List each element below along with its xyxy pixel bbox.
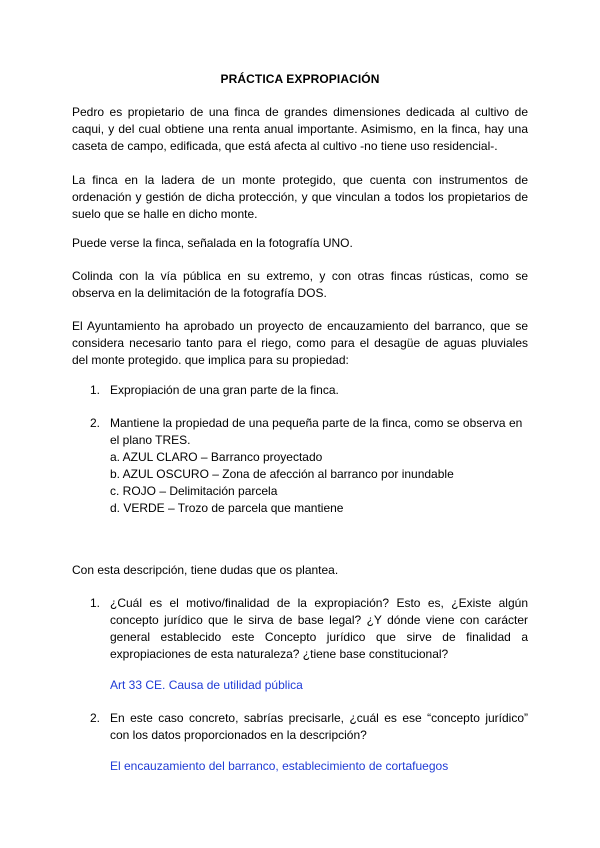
list-number: 2. [90,416,101,430]
paragraph-line: caseta de campo, edificada, que está afecta al cultivo -no tiene uso residencial-. [72,139,498,153]
list-line: d. VERDE – Trozo de parcela que mantiene [110,501,344,515]
questions-intro [72,562,528,579]
paragraph-line: El Ayuntamiento ha aprobado un proyecto de encauzamiento del barranco, que se [72,319,528,333]
paragraph-line: del monte protegido. que implica para su propiedad: [72,353,349,367]
list-line: b. AZUL OSCURO – Zona de afección al barranco por inundable [110,467,454,481]
paragraph-4 [72,268,528,302]
question-line: general establecido este Concepto jurídico que sirve de finalidad a [110,630,528,644]
paragraph-line: La finca en la ladera de un monte protegido, que cuenta con instrumentos de [72,173,528,187]
question-line: con los datos proporcionados en la descripción? [110,728,367,742]
question-line: En este caso concreto, sabrías precisarle, ¿cuál es ese “concepto jurídico” [110,711,528,725]
question-line: expropiaciones de esta naturaleza? ¿tiene base constitucional? [110,647,449,661]
paragraph-line: considera necesario tanto para el riego, como para el desagüe de aguas pluviales [72,336,528,350]
answer-text: Art 33 CE. Causa de utilidad pública [110,678,303,692]
answer-text: El encauzamiento del barranco, establecimiento de cortafuegos [110,759,449,773]
document-title: PRÁCTICA EXPROPIACIÓN [220,72,380,86]
list-line: el plano TRES. [110,433,191,447]
list-line: Expropiación de una gran parte de la finca. [110,383,339,397]
paragraph-line: Puede verse la finca, señalada en la fotografía UNO. [72,236,353,250]
list-line: c. ROJO – Delimitación parcela [110,484,278,498]
list-line: a. AZUL CLARO – Barranco proyectado [110,450,323,464]
paragraph-line: ordenación y gestión de dicha protección, y que vinculan a todos los propietarios de [72,190,528,204]
list-line: Mantiene la propiedad de una pequeña parte de la finca, como se observa en [110,416,523,430]
paragraph-line: observa en la delimitación de la fotografía DOS. [72,286,327,300]
question-line: ¿Cuál es el motivo/finalidad de la expropiación? Esto es, ¿Existe algún [110,596,528,610]
question-line: concepto jurídico que le sirva de base legal? ¿Y dónde viene con carácter [110,613,528,627]
paragraph-line: caqui, y del cual obtiene una renta anual importante. Asimismo, en la finca, hay una [72,122,528,136]
paragraph-line: Colinda con la vía pública en su extremo, y con otras fincas rústicas, como se [72,269,528,283]
paragraph-1 [72,104,528,155]
list-number: 1. [90,383,101,397]
question-number: 1. [90,596,101,610]
paragraph-line: Pedro es propietario de una finca de grandes dimensiones dedicada al cultivo de [72,105,528,119]
paragraph-line: suelo que se halle en dicho monte. [72,207,258,221]
paragraph-line: Con esta descripción, tiene dudas que os plantea. [72,563,339,577]
paragraph-3 [72,235,528,252]
paragraph-2 [72,172,528,223]
paragraph-5 [72,318,528,369]
question-number: 2. [90,711,101,725]
